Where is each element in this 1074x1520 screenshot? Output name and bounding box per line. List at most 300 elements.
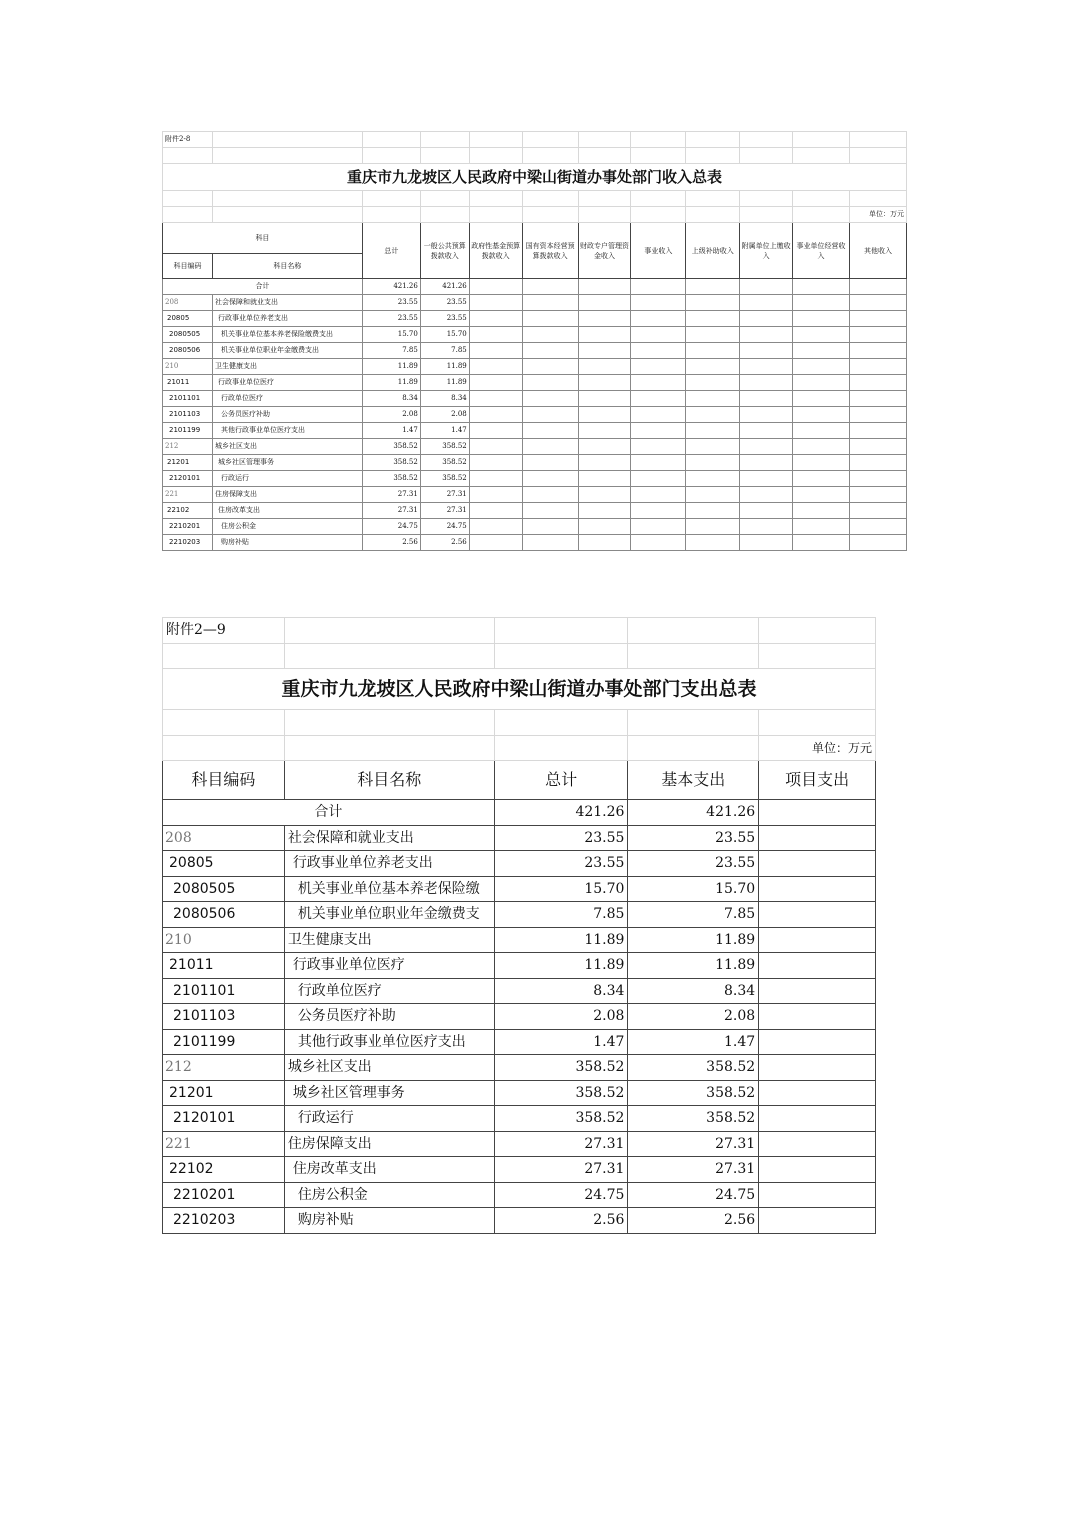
table-row <box>163 1131 876 1157</box>
row-general: 23.55 <box>420 311 469 327</box>
row-name: 行政事业单位医疗 <box>284 953 494 979</box>
row-total: 7.85 <box>494 902 628 928</box>
empty-cell <box>686 439 740 455</box>
header-basic: 基本支出 <box>628 761 759 800</box>
empty-cell <box>522 391 578 407</box>
row-basic: 8.34 <box>628 978 759 1004</box>
empty-cell <box>522 471 578 487</box>
table-row <box>163 471 907 487</box>
empty-cell <box>849 455 906 471</box>
empty-cell <box>631 295 686 311</box>
row-name: 公务员医疗补助 <box>212 407 362 423</box>
empty-cell <box>469 327 522 343</box>
empty-cell <box>631 391 686 407</box>
empty-cell <box>740 375 793 391</box>
empty-cell <box>578 327 631 343</box>
empty-cell <box>686 423 740 439</box>
row-total: 11.89 <box>362 359 420 375</box>
header-code: 科目编码 <box>163 254 213 279</box>
table-row <box>163 503 907 519</box>
row-basic: 1.47 <box>628 1029 759 1055</box>
empty-cell <box>849 295 906 311</box>
row-code: 2101101 <box>163 391 213 407</box>
row-basic: 11.89 <box>628 953 759 979</box>
empty-cell <box>578 407 631 423</box>
row-code: 2120101 <box>163 471 213 487</box>
row-code: 22102 <box>163 1157 285 1183</box>
row-general: 23.55 <box>420 295 469 311</box>
row-project <box>759 953 876 979</box>
table-row <box>163 391 907 407</box>
row-total: 24.75 <box>362 519 420 535</box>
row-project <box>759 1055 876 1081</box>
empty-cell <box>793 439 850 455</box>
empty-cell <box>740 519 793 535</box>
header-total: 总计 <box>494 761 628 800</box>
row-code: 221 <box>163 487 213 503</box>
row-basic: 24.75 <box>628 1182 759 1208</box>
empty-cell <box>849 391 906 407</box>
row-total: 358.52 <box>494 1080 628 1106</box>
header-other: 其他收入 <box>849 223 906 279</box>
row-name: 机关事业单位基本养老保险缴费支出 <box>212 327 362 343</box>
header-special-account: 财政专户管理资金收入 <box>578 223 631 279</box>
row-total: 8.34 <box>362 391 420 407</box>
empty-cell <box>578 343 631 359</box>
table-row <box>163 1157 876 1183</box>
row-total: 23.55 <box>494 825 628 851</box>
table-row <box>163 927 876 953</box>
header-operating: 事业单位经营收入 <box>793 223 850 279</box>
row-name: 购房补贴 <box>212 535 362 551</box>
header-state-capital: 国有资本经营预算拨款收入 <box>522 223 578 279</box>
table-row <box>163 902 876 928</box>
empty-cell <box>631 343 686 359</box>
row-code: 2210201 <box>163 1182 285 1208</box>
empty-cell <box>578 519 631 535</box>
row-basic: 358.52 <box>628 1106 759 1132</box>
row-general: 7.85 <box>420 343 469 359</box>
row-name: 购房补贴 <box>284 1208 494 1234</box>
empty-cell <box>686 311 740 327</box>
empty-cell <box>849 487 906 503</box>
table-row <box>163 439 907 455</box>
empty-cell <box>578 359 631 375</box>
row-project <box>759 825 876 851</box>
row-total: 358.52 <box>362 439 420 455</box>
row-code: 2210201 <box>163 519 213 535</box>
table-row <box>163 1055 876 1081</box>
unit-label: 单位：万元 <box>759 735 876 761</box>
row-total: 1.47 <box>362 423 420 439</box>
empty-cell <box>469 519 522 535</box>
row-total: 27.31 <box>362 503 420 519</box>
empty-cell <box>793 359 850 375</box>
empty-cell <box>793 343 850 359</box>
row-basic: 23.55 <box>628 851 759 877</box>
empty-cell <box>686 327 740 343</box>
row-total: 27.31 <box>362 487 420 503</box>
empty-cell <box>631 423 686 439</box>
empty-cell <box>522 343 578 359</box>
row-name: 机关事业单位基本养老保险缴 <box>284 876 494 902</box>
total-row <box>163 279 907 295</box>
table-row <box>163 1182 876 1208</box>
empty-cell <box>740 439 793 455</box>
table-row <box>163 1106 876 1132</box>
row-total: 27.31 <box>494 1131 628 1157</box>
row-general: 2.56 <box>420 535 469 551</box>
empty-cell <box>522 407 578 423</box>
row-code: 221 <box>163 1131 285 1157</box>
row-total: 27.31 <box>494 1157 628 1183</box>
empty-cell <box>469 487 522 503</box>
empty-cell <box>631 535 686 551</box>
empty-cell <box>793 375 850 391</box>
unit-label: 单位：万元 <box>849 207 906 223</box>
row-total: 15.70 <box>362 327 420 343</box>
empty-cell <box>631 503 686 519</box>
table-row <box>163 455 907 471</box>
empty-cell <box>849 535 906 551</box>
header-gov-fund: 政府性基金预算拨款收入 <box>469 223 522 279</box>
row-basic: 2.08 <box>628 1004 759 1030</box>
empty-cell <box>686 359 740 375</box>
row-basic: 7.85 <box>628 902 759 928</box>
empty-cell <box>740 535 793 551</box>
table-row <box>163 953 876 979</box>
empty-cell <box>469 375 522 391</box>
table-row <box>163 851 876 877</box>
row-code: 22102 <box>163 503 213 519</box>
row-name: 行政运行 <box>284 1106 494 1132</box>
empty-cell <box>849 471 906 487</box>
row-general: 11.89 <box>420 359 469 375</box>
row-general: 358.52 <box>420 455 469 471</box>
row-total: 358.52 <box>494 1055 628 1081</box>
header-total: 总计 <box>362 223 420 279</box>
empty-cell <box>578 423 631 439</box>
empty-cell <box>793 519 850 535</box>
empty-cell <box>686 535 740 551</box>
row-project <box>759 927 876 953</box>
empty-cell <box>793 327 850 343</box>
empty-cell <box>522 423 578 439</box>
row-general: 1.47 <box>420 423 469 439</box>
row-code: 2210203 <box>163 535 213 551</box>
row-code: 2101101 <box>163 978 285 1004</box>
row-project <box>759 1029 876 1055</box>
empty-cell <box>578 295 631 311</box>
total-general: 421.26 <box>420 279 469 295</box>
empty-cell <box>469 343 522 359</box>
empty-cell <box>522 439 578 455</box>
row-project <box>759 902 876 928</box>
empty-cell <box>631 311 686 327</box>
attachment-label: 附件2—9 <box>163 618 285 644</box>
row-basic: 15.70 <box>628 876 759 902</box>
table-row <box>163 343 907 359</box>
empty-cell <box>686 375 740 391</box>
row-code: 21201 <box>163 455 213 471</box>
empty-cell <box>793 535 850 551</box>
row-total: 2.56 <box>362 535 420 551</box>
row-code: 20805 <box>163 311 213 327</box>
empty-cell <box>686 455 740 471</box>
header-project: 项目支出 <box>759 761 876 800</box>
row-project <box>759 1004 876 1030</box>
row-name: 住房公积金 <box>212 519 362 535</box>
empty-cell <box>522 503 578 519</box>
expense-summary-sheet <box>162 617 876 1234</box>
empty-cell <box>740 311 793 327</box>
total-value: 421.26 <box>494 800 628 826</box>
row-code: 2120101 <box>163 1106 285 1132</box>
row-name: 其他行政事业单位医疗支出 <box>284 1029 494 1055</box>
empty-cell <box>849 375 906 391</box>
row-project <box>759 1208 876 1234</box>
header-name: 科目名称 <box>284 761 494 800</box>
empty-cell <box>522 375 578 391</box>
empty-cell <box>740 471 793 487</box>
row-name: 行政单位医疗 <box>212 391 362 407</box>
row-project <box>759 1131 876 1157</box>
empty-cell <box>686 503 740 519</box>
total-label: 合计 <box>163 279 363 295</box>
row-name: 住房改革支出 <box>212 503 362 519</box>
row-code: 2210203 <box>163 1208 285 1234</box>
row-general: 11.89 <box>420 375 469 391</box>
total-label: 合计 <box>163 800 495 826</box>
empty-cell <box>469 407 522 423</box>
header-code: 科目编码 <box>163 761 285 800</box>
empty-cell <box>578 375 631 391</box>
empty-cell <box>740 359 793 375</box>
empty-cell <box>578 503 631 519</box>
empty-cell <box>849 519 906 535</box>
row-total: 7.85 <box>362 343 420 359</box>
row-code: 2101199 <box>163 423 213 439</box>
empty-cell <box>578 471 631 487</box>
row-code: 208 <box>163 825 285 851</box>
row-code: 21011 <box>163 953 285 979</box>
table-row <box>163 535 907 551</box>
row-name: 机关事业单位职业年金缴费支 <box>284 902 494 928</box>
empty-cell <box>849 423 906 439</box>
empty-cell <box>849 503 906 519</box>
empty-cell <box>631 455 686 471</box>
empty-cell <box>522 519 578 535</box>
table-row <box>163 359 907 375</box>
row-basic: 27.31 <box>628 1131 759 1157</box>
empty-cell <box>469 359 522 375</box>
row-general: 15.70 <box>420 327 469 343</box>
row-code: 2101199 <box>163 1029 285 1055</box>
row-basic: 358.52 <box>628 1055 759 1081</box>
empty-cell <box>631 407 686 423</box>
row-general: 27.31 <box>420 503 469 519</box>
empty-cell <box>631 471 686 487</box>
header-superior-subsidy: 上级补助收入 <box>686 223 740 279</box>
empty-cell <box>631 439 686 455</box>
row-total: 11.89 <box>494 927 628 953</box>
table-row <box>163 1208 876 1234</box>
row-name: 住房公积金 <box>284 1182 494 1208</box>
header-business: 事业收入 <box>631 223 686 279</box>
row-name: 行政事业单位养老支出 <box>284 851 494 877</box>
total-row <box>163 800 876 826</box>
empty-cell <box>793 471 850 487</box>
row-project <box>759 1157 876 1183</box>
table-row <box>163 1004 876 1030</box>
empty-cell <box>686 471 740 487</box>
income-table-title: 重庆市九龙坡区人民政府中梁山街道办事处部门收入总表 <box>163 164 907 191</box>
table-row <box>163 825 876 851</box>
empty-cell <box>686 519 740 535</box>
row-name: 住房保障支出 <box>212 487 362 503</box>
empty-cell <box>849 311 906 327</box>
empty-cell <box>469 503 522 519</box>
row-general: 358.52 <box>420 439 469 455</box>
row-total: 1.47 <box>494 1029 628 1055</box>
empty-cell <box>631 375 686 391</box>
header-subject: 科目 <box>163 223 363 254</box>
empty-cell <box>849 407 906 423</box>
empty-cell <box>631 327 686 343</box>
table-row <box>163 1080 876 1106</box>
row-basic: 358.52 <box>628 1080 759 1106</box>
row-name: 公务员医疗补助 <box>284 1004 494 1030</box>
empty-cell <box>469 423 522 439</box>
empty-cell <box>686 487 740 503</box>
header-general-budget: 一般公共预算拨款收入 <box>420 223 469 279</box>
row-name: 行政事业单位医疗 <box>212 375 362 391</box>
empty-cell <box>469 311 522 327</box>
empty-cell <box>469 535 522 551</box>
empty-cell <box>740 295 793 311</box>
row-code: 210 <box>163 927 285 953</box>
empty-cell <box>740 407 793 423</box>
row-total: 23.55 <box>494 851 628 877</box>
empty-cell <box>793 423 850 439</box>
row-code: 2080506 <box>163 343 213 359</box>
row-code: 21011 <box>163 375 213 391</box>
total-basic: 421.26 <box>628 800 759 826</box>
attachment-label: 附件2-8 <box>163 132 213 148</box>
empty-cell <box>578 439 631 455</box>
empty-cell <box>631 359 686 375</box>
table-row <box>163 375 907 391</box>
row-code: 2101103 <box>163 1004 285 1030</box>
row-name: 社会保障和就业支出 <box>212 295 362 311</box>
empty-cell <box>849 327 906 343</box>
income-summary-table <box>162 131 907 551</box>
empty-cell <box>740 423 793 439</box>
row-general: 24.75 <box>420 519 469 535</box>
row-name: 住房保障支出 <box>284 1131 494 1157</box>
table-row <box>163 876 876 902</box>
table-row <box>163 327 907 343</box>
row-project <box>759 978 876 1004</box>
row-name: 城乡社区支出 <box>212 439 362 455</box>
row-total: 8.34 <box>494 978 628 1004</box>
row-basic: 11.89 <box>628 927 759 953</box>
empty-cell <box>740 503 793 519</box>
empty-cell <box>522 487 578 503</box>
row-name: 社会保障和就业支出 <box>284 825 494 851</box>
empty-cell <box>578 455 631 471</box>
empty-cell <box>469 295 522 311</box>
row-total: 358.52 <box>494 1106 628 1132</box>
header-name: 科目名称 <box>212 254 362 279</box>
header-affiliated: 附属单位上缴收入 <box>740 223 793 279</box>
row-name: 卫生健康支出 <box>212 359 362 375</box>
row-code: 2101103 <box>163 407 213 423</box>
empty-cell <box>740 391 793 407</box>
empty-cell <box>469 391 522 407</box>
empty-cell <box>849 439 906 455</box>
table-row <box>163 407 907 423</box>
row-name: 行政单位医疗 <box>284 978 494 1004</box>
empty-cell <box>578 311 631 327</box>
row-code: 2080505 <box>163 876 285 902</box>
table-row <box>163 311 907 327</box>
expense-table-title: 重庆市九龙坡区人民政府中梁山街道办事处部门支出总表 <box>163 669 876 710</box>
row-general: 8.34 <box>420 391 469 407</box>
row-name: 行政事业单位养老支出 <box>212 311 362 327</box>
row-total: 15.70 <box>494 876 628 902</box>
empty-cell <box>522 455 578 471</box>
row-name: 城乡社区管理事务 <box>284 1080 494 1106</box>
empty-cell <box>793 311 850 327</box>
empty-cell <box>522 311 578 327</box>
row-total: 24.75 <box>494 1182 628 1208</box>
empty-cell <box>522 295 578 311</box>
empty-cell <box>686 391 740 407</box>
table-row <box>163 295 907 311</box>
row-project <box>759 851 876 877</box>
table-row <box>163 487 907 503</box>
table-row <box>163 978 876 1004</box>
row-code: 208 <box>163 295 213 311</box>
empty-cell <box>522 327 578 343</box>
row-general: 358.52 <box>420 471 469 487</box>
row-code: 2080505 <box>163 327 213 343</box>
row-basic: 2.56 <box>628 1208 759 1234</box>
row-code: 212 <box>163 1055 285 1081</box>
empty-cell <box>740 487 793 503</box>
row-code: 212 <box>163 439 213 455</box>
empty-cell <box>849 343 906 359</box>
row-total: 358.52 <box>362 455 420 471</box>
empty-cell <box>793 455 850 471</box>
row-total: 2.08 <box>494 1004 628 1030</box>
empty-cell <box>469 455 522 471</box>
row-name: 其他行政事业单位医疗支出 <box>212 423 362 439</box>
income-summary-sheet <box>162 131 907 551</box>
row-total: 358.52 <box>362 471 420 487</box>
empty-cell <box>469 439 522 455</box>
row-project <box>759 1080 876 1106</box>
empty-cell <box>522 535 578 551</box>
row-code: 21201 <box>163 1080 285 1106</box>
row-general: 2.08 <box>420 407 469 423</box>
empty-cell <box>740 343 793 359</box>
empty-cell <box>740 327 793 343</box>
empty-cell <box>793 391 850 407</box>
empty-cell <box>578 391 631 407</box>
row-total: 23.55 <box>362 311 420 327</box>
